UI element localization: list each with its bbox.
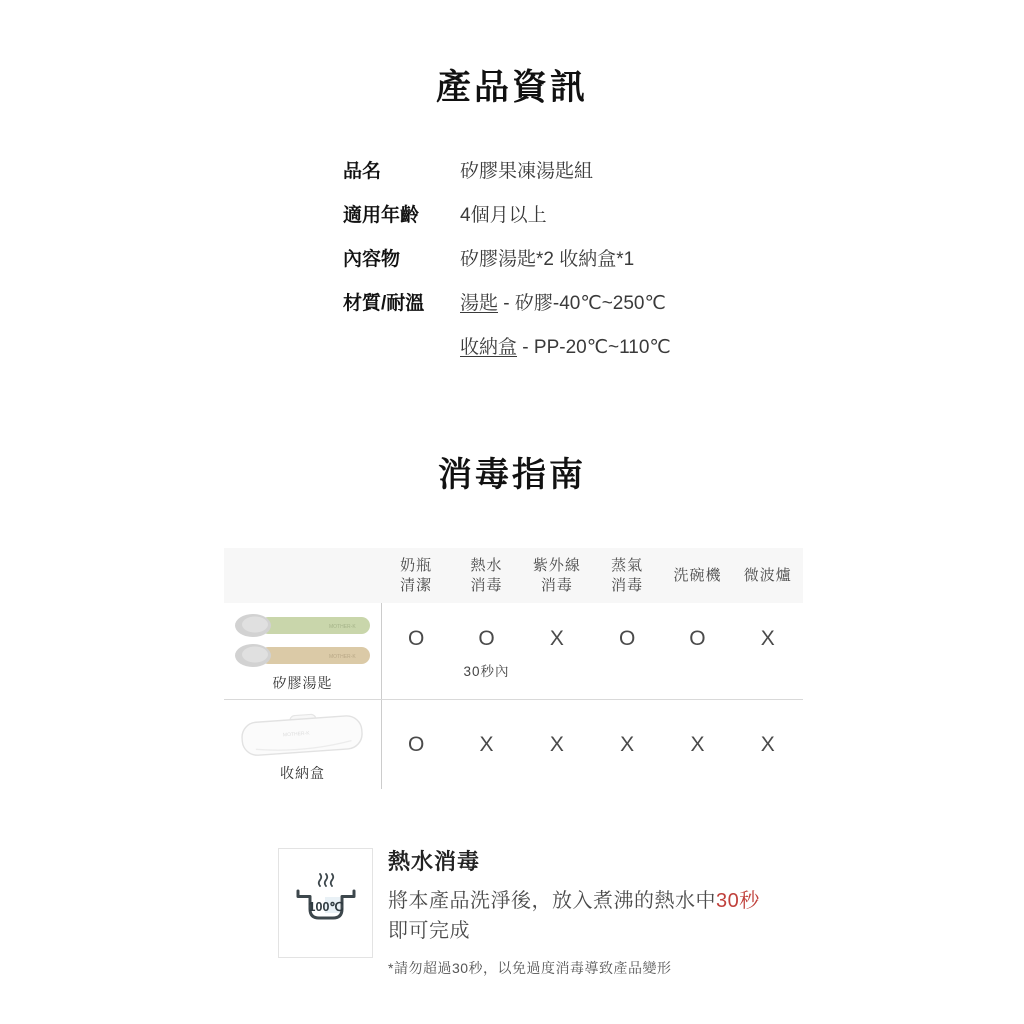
spec-label xyxy=(343,334,460,361)
mark: O xyxy=(618,627,636,650)
table-vertical-divider xyxy=(381,603,382,789)
column-header-hot-water xyxy=(451,556,521,596)
mark: O xyxy=(689,627,706,650)
column-header-line2: 消毒 xyxy=(611,576,644,594)
cell-case-microwave xyxy=(733,699,803,789)
cell-spoons-bottle-wash xyxy=(381,603,451,699)
hot-water-heading: 熱水消毒 xyxy=(388,849,481,874)
cell-spoons-dishwasher xyxy=(662,603,732,699)
spec-label: 內容物 xyxy=(343,249,401,270)
hot-water-body-prefix: 將本產品洗淨後，放入煮沸的熱水中 xyxy=(388,890,716,912)
table-horizontal-divider xyxy=(224,699,803,700)
hot-water-icon-box xyxy=(278,848,373,958)
mark: X xyxy=(479,733,494,756)
hot-water-body-line2: 即可完成 xyxy=(388,920,470,942)
silicone-spoons-image xyxy=(232,609,374,671)
spec-value xyxy=(460,246,634,273)
column-header-line1: 奶瓶 xyxy=(400,556,433,574)
spec-label: 適用年齡 xyxy=(343,205,420,226)
spec-row-material-case xyxy=(343,334,763,361)
pot-100c-icon xyxy=(294,872,358,934)
cell-spoons-steam xyxy=(592,603,662,699)
cell-case-bottle-wash xyxy=(381,699,451,789)
row-item-label: 收納盒 xyxy=(280,765,325,781)
spec-value-text: - 矽膠-40℃~250℃ xyxy=(498,293,666,314)
hot-water-body xyxy=(388,886,838,946)
cell-case-dishwasher xyxy=(662,699,732,789)
svg-text:MOTHER-K: MOTHER-K xyxy=(282,730,310,739)
hot-water-instructions xyxy=(388,845,838,978)
column-header-uv xyxy=(522,556,592,596)
column-header-line1: 熱水 xyxy=(470,556,503,574)
mark: X xyxy=(549,733,564,756)
disinfection-table-header xyxy=(224,548,803,603)
mark: X xyxy=(549,627,564,650)
svg-text:MOTHER-K: MOTHER-K xyxy=(328,654,356,660)
mark: X xyxy=(760,627,775,650)
cell-spoons-uv xyxy=(522,603,592,699)
mark: X xyxy=(690,733,705,756)
spec-value-text: 矽膠湯匙*2 收納盒*1 xyxy=(460,249,635,270)
spec-value xyxy=(460,158,593,185)
column-header-bottle-wash xyxy=(381,556,451,596)
table-row-spoons xyxy=(224,603,803,699)
spec-row-contents xyxy=(343,246,763,273)
column-header-line2: 清潔 xyxy=(400,576,433,594)
column-header-steam xyxy=(592,556,662,596)
column-header-line1: 紫外線 xyxy=(532,556,581,574)
cell-case-hot-water xyxy=(451,699,521,789)
disinfection-guide-title: 消毒指南 xyxy=(438,456,586,494)
column-header-microwave xyxy=(733,566,803,586)
spec-value-text: - PP-20℃~110℃ xyxy=(517,337,671,358)
spec-label: 品名 xyxy=(343,161,382,182)
svg-text:MOTHER-K: MOTHER-K xyxy=(328,624,356,630)
spec-value-text: 矽膠果凍湯匙組 xyxy=(460,161,594,182)
column-header-line1: 蒸氣 xyxy=(611,556,644,574)
table-row-case xyxy=(224,699,803,789)
spec-value-underlined: 收納盒 xyxy=(460,337,518,358)
column-header-dishwasher xyxy=(662,566,732,586)
mark: O xyxy=(478,627,495,650)
column-header-line2: 消毒 xyxy=(470,576,503,594)
cell-case-steam xyxy=(592,699,662,789)
spec-value xyxy=(460,202,547,229)
spec-label: 材質/耐溫 xyxy=(343,293,425,314)
hot-water-duration-highlight: 30秒 xyxy=(716,890,760,912)
row-item-case xyxy=(224,699,381,789)
spec-value xyxy=(460,290,666,317)
product-spec-list xyxy=(343,158,763,378)
column-header-line1: 微波爐 xyxy=(743,566,792,584)
mark: O xyxy=(407,733,425,756)
spec-row-material-spoon xyxy=(343,290,763,317)
mark: X xyxy=(760,733,775,756)
spec-row-name xyxy=(343,158,763,185)
mark: X xyxy=(620,733,635,756)
row-item-label: 矽膠湯匙 xyxy=(272,675,333,691)
page-title: 產品資訊 xyxy=(435,68,588,107)
cell-spoons-microwave xyxy=(733,603,803,699)
spec-value xyxy=(460,334,671,361)
cell-case-uv xyxy=(522,699,592,789)
spec-value-text: 4個月以上 xyxy=(460,205,547,226)
cell-note: 30秒內 xyxy=(463,664,510,679)
pot-icon-temperature-label: 100℃ xyxy=(308,900,343,914)
spec-value-underlined: 湯匙 xyxy=(460,293,499,314)
cell-spoons-hot-water xyxy=(451,603,521,699)
storage-case-image xyxy=(233,709,373,761)
hot-water-footnote: *請勿超過30秒，以免過度消毒導致產品變形 xyxy=(388,960,672,976)
spec-row-age xyxy=(343,202,763,229)
column-header-line1: 洗碗機 xyxy=(673,566,722,584)
mark: O xyxy=(407,627,425,650)
row-item-spoons xyxy=(224,603,381,699)
column-header-line2: 消毒 xyxy=(540,576,573,594)
